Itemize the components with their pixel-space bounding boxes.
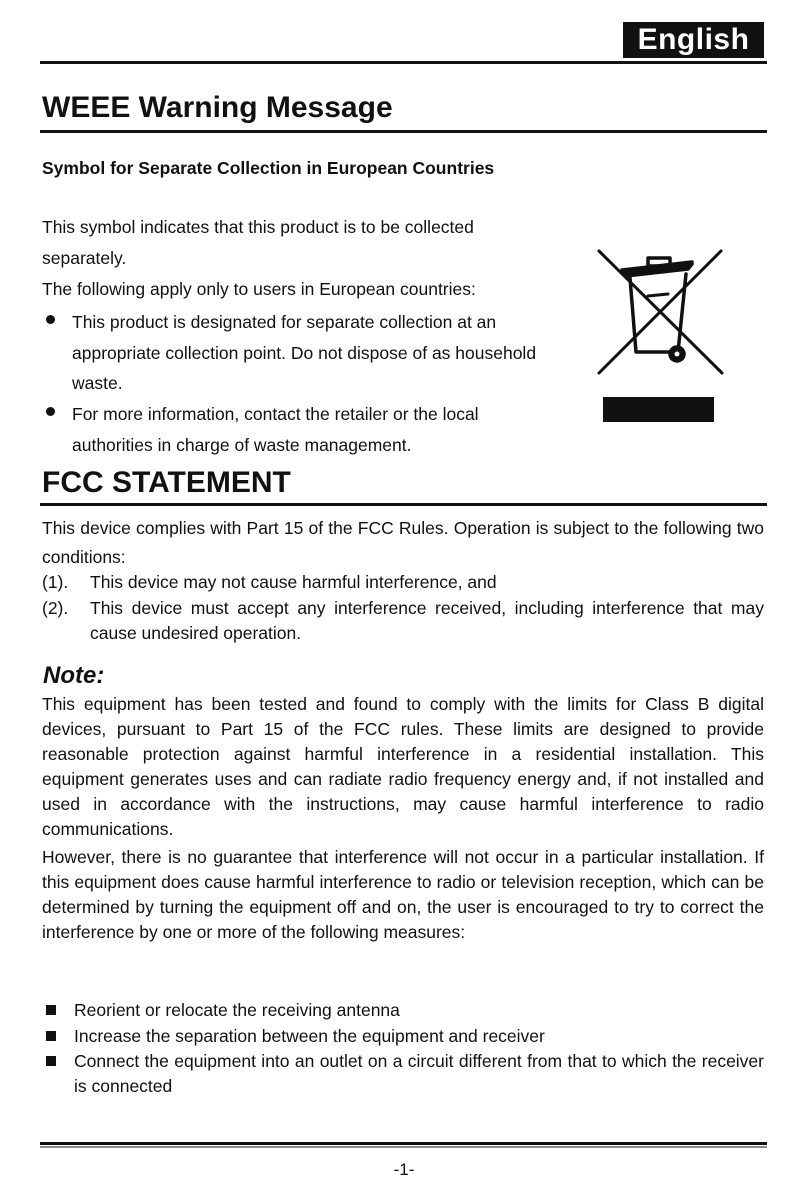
condition-1: This device may not cause harmful interference, and [90,572,497,592]
page-number: -1- [393,1160,415,1179]
bullet-dot [46,315,55,324]
measure-item: Increase the separation between the equipment and receiver [74,1026,545,1046]
weee-title: WEEE Warning Message [42,91,393,124]
bullet-dot [46,407,55,416]
note-paragraph-2: However, there is no guarantee that interference will not occur in a particular installation. If this equipment does cause harmful interference to radio or television reception, which can be determined by turning the equipment off and on, the user is encouraged to try to correct the interference by one or more of the following measures: [42,847,764,942]
fcc-intro: This device complies with Part 15 of the FCC Rules. Operation is subject to the following two conditions: [42,518,764,567]
bullet-square [46,1031,56,1041]
weee-intro-line2: separately. [42,248,127,268]
weee-bullet-2: For more information, contact the retailer or the local authorities in charge of waste management. [72,404,479,455]
weee-apply-text: The following apply only to users in European countries: [42,279,476,299]
measure-item: Connect the equipment into an outlet on a circuit different from that to which the receiver is connected [74,1051,764,1096]
weee-title-rule [40,130,767,133]
weee-subtitle: Symbol for Separate Collection in European Countries [42,158,495,178]
language-badge: English [623,22,764,58]
weee-bullet-1: This product is designated for separate collection at an appropriate collection point. Do not dispose of as household waste. [72,312,537,393]
bullet-square [46,1005,56,1015]
bin-bar-marking [603,397,714,422]
footer-rule-shadow [40,1146,767,1148]
bullet-square [46,1056,56,1066]
note-title: Note: [43,662,105,689]
measure-item: Reorient or relocate the receiving antenna [74,1000,400,1020]
header-rule [40,61,767,64]
condition-2: This device must accept any interference received, including interference that may cause undesired operation. [90,598,764,643]
fcc-title: FCC STATEMENT [42,466,291,499]
fcc-title-rule [40,503,767,506]
crossed-out-wheelie-bin-icon [596,248,724,376]
condition-number: (1). [42,572,69,592]
note-paragraph-1: This equipment has been tested and found to comply with the limits for Class B digital devices, pursuant to Part 15 of the FCC rules. These limits are designed to provide reasonable protection against harmful interference in a residential installation. This equipment generates uses and can radiate radio frequency energy and, if not installed and used in accordance with the instructions, may cause harmful interference to radio communications. [42,694,764,839]
condition-number: (2). [42,598,69,618]
footer-rule [40,1142,767,1145]
weee-intro-line1: This symbol indicates that this product is to be collected [42,217,474,237]
